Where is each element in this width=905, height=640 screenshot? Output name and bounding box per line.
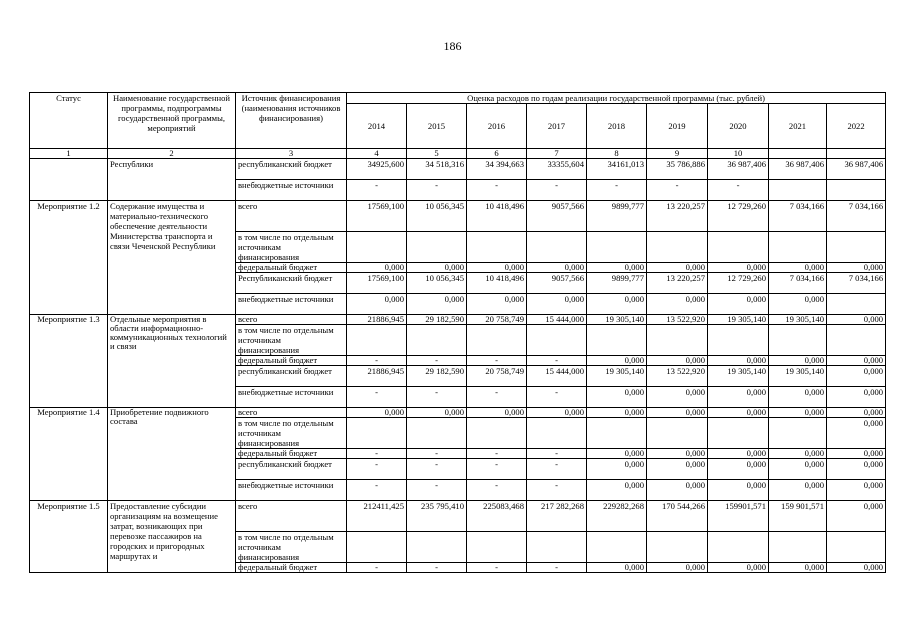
cell-value: 7 034,166 (827, 201, 886, 232)
cell-value (407, 532, 467, 563)
row-source: республиканский бюджет (236, 159, 347, 180)
header-year: 2015 (407, 104, 467, 149)
cell-value: 10 418,496 (467, 273, 527, 294)
cell-value (827, 325, 886, 356)
row-name: Отдельные мероприятия в области информационно-коммуникационных технологий и связи (108, 315, 236, 408)
header-year: 2019 (647, 104, 708, 149)
cell-value: 34925,600 (347, 159, 407, 180)
cell-value: - (527, 459, 587, 480)
cell-value (407, 418, 467, 449)
cell-value: - (347, 563, 407, 573)
cell-value (467, 532, 527, 563)
table-row (30, 408, 886, 418)
cell-value: 0,000 (708, 480, 769, 501)
header-name: Наименование государственной программы, подпрограммы государственной программы, мероприятий (108, 93, 236, 149)
cell-value: - (407, 480, 467, 501)
column-number-blank (827, 149, 886, 159)
cell-value: 0,000 (647, 449, 708, 459)
cell-value: 19 305,140 (769, 366, 827, 387)
cell-value (647, 232, 708, 263)
row-source: федеральный бюджет (236, 356, 347, 366)
cell-value: 0,000 (708, 356, 769, 366)
cell-value: 0,000 (769, 408, 827, 418)
cell-value: 0,000 (587, 356, 647, 366)
cell-value: 0,000 (827, 563, 886, 573)
cell-value: 9899,777 (587, 201, 647, 232)
cell-value: 0,000 (708, 449, 769, 459)
cell-value (708, 325, 769, 356)
row-status: Мероприятие 1.4 (30, 408, 108, 501)
cell-value: 0,000 (347, 294, 407, 315)
cell-value: - (527, 387, 587, 408)
column-number: 8 (587, 149, 647, 159)
cell-value: - (587, 180, 647, 201)
cell-value: - (527, 356, 587, 366)
cell-value: 0,000 (407, 408, 467, 418)
header-estimate: Оценка расходов по годам реализации государственной программы (тыс. рублей) (347, 93, 886, 104)
cell-value (467, 418, 527, 449)
row-name: Приобретение подвижного состава (108, 408, 236, 501)
cell-value (827, 232, 886, 263)
cell-value: 0,000 (467, 408, 527, 418)
cell-value: 29 182,590 (407, 366, 467, 387)
cell-value: 0,000 (827, 366, 886, 387)
column-number: 1 (30, 149, 108, 159)
cell-value: 10 056,345 (407, 273, 467, 294)
cell-value (467, 232, 527, 263)
cell-value: 0,000 (827, 449, 886, 459)
cell-value: 0,000 (527, 263, 587, 273)
row-source: федеральный бюджет (236, 449, 347, 459)
cell-value: 34 394,663 (467, 159, 527, 180)
cell-value: 0,000 (587, 459, 647, 480)
cell-value: 12 729,260 (708, 273, 769, 294)
cell-value: 13 220,257 (647, 273, 708, 294)
cell-value: - (467, 480, 527, 501)
cell-value (769, 532, 827, 563)
cell-value: - (407, 459, 467, 480)
cell-value: - (527, 480, 587, 501)
cell-value: 13 522,920 (647, 315, 708, 325)
cell-value: 19 305,140 (769, 315, 827, 325)
cell-value (347, 232, 407, 263)
column-number: 5 (407, 149, 467, 159)
cell-value: 0,000 (647, 563, 708, 573)
cell-value: 17569,100 (347, 201, 407, 232)
cell-value: - (347, 180, 407, 201)
cell-value: 0,000 (827, 315, 886, 325)
row-source: республиканский бюджет (236, 459, 347, 480)
cell-value: - (347, 459, 407, 480)
cell-value (708, 532, 769, 563)
cell-value: 9899,777 (587, 273, 647, 294)
table-row (30, 501, 886, 532)
cell-value: 0,000 (769, 263, 827, 273)
cell-value: 10 418,496 (467, 201, 527, 232)
row-source: Республиканский бюджет (236, 273, 347, 294)
cell-value: - (708, 180, 769, 201)
cell-value: 10 056,345 (407, 201, 467, 232)
cell-value (647, 325, 708, 356)
cell-value: 235 795,410 (407, 501, 467, 532)
header-year: 2021 (769, 104, 827, 149)
row-source: федеральный бюджет (236, 263, 347, 273)
cell-value: 21886,945 (347, 315, 407, 325)
cell-value: 0,000 (647, 356, 708, 366)
cell-value: 21886,945 (347, 366, 407, 387)
cell-value (647, 418, 708, 449)
row-source: республиканский бюджет (236, 366, 347, 387)
cell-value (708, 418, 769, 449)
cell-value: 34161,013 (587, 159, 647, 180)
cell-value: 15 444,000 (527, 366, 587, 387)
cell-value: 36 987,406 (769, 159, 827, 180)
cell-value: 0,000 (769, 563, 827, 573)
cell-value: 0,000 (587, 449, 647, 459)
cell-value: 34 518,316 (407, 159, 467, 180)
cell-value: 0,000 (769, 356, 827, 366)
cell-value: 0,000 (587, 387, 647, 408)
cell-value: 0,000 (708, 387, 769, 408)
cell-value: 0,000 (347, 408, 407, 418)
cell-value (347, 532, 407, 563)
cell-value: 0,000 (587, 408, 647, 418)
cell-value: 0,000 (587, 294, 647, 315)
cell-value: 29 182,590 (407, 315, 467, 325)
cell-value: - (407, 356, 467, 366)
cell-value: 0,000 (407, 263, 467, 273)
cell-value: 0,000 (527, 294, 587, 315)
cell-value (827, 532, 886, 563)
cell-value (769, 180, 827, 201)
cell-value: 19 305,140 (587, 366, 647, 387)
table-row (30, 159, 886, 180)
cell-value: 0,000 (647, 263, 708, 273)
row-source: в том числе по отдельным источникам финансирования (236, 532, 347, 563)
cell-value (527, 232, 587, 263)
cell-value: 0,000 (827, 459, 886, 480)
cell-value (587, 532, 647, 563)
cell-value: - (347, 449, 407, 459)
row-source: федеральный бюджет (236, 563, 347, 573)
column-number: 2 (108, 149, 236, 159)
cell-value: 0,000 (769, 459, 827, 480)
row-source: внебюджетные источники (236, 387, 347, 408)
cell-value (587, 325, 647, 356)
cell-value: 170 544,266 (647, 501, 708, 532)
cell-value: 13 522,920 (647, 366, 708, 387)
cell-value: 0,000 (769, 449, 827, 459)
row-source: в том числе по отдельным источникам финансирования (236, 325, 347, 356)
cell-value: - (467, 387, 527, 408)
table-body (30, 159, 886, 573)
row-source: всего (236, 315, 347, 325)
cell-value: 0,000 (827, 263, 886, 273)
cell-value: 12 729,260 (708, 201, 769, 232)
row-name: Республики (108, 159, 236, 201)
cell-value: - (467, 356, 527, 366)
cell-value: 0,000 (587, 563, 647, 573)
cell-value: 0,000 (708, 294, 769, 315)
cell-value: 0,000 (827, 408, 886, 418)
column-number: 10 (708, 149, 769, 159)
cell-value: 9057,566 (527, 273, 587, 294)
cell-value: - (467, 180, 527, 201)
cell-value: 33355,604 (527, 159, 587, 180)
cell-value: 0,000 (587, 263, 647, 273)
cell-value: 0,000 (647, 387, 708, 408)
cell-value: - (527, 563, 587, 573)
cell-value: 7 034,166 (827, 273, 886, 294)
header-year: 2014 (347, 104, 407, 149)
row-name: Содержание имущества и материально-технического обеспечение деятельности Министерства транспорта и связи Чеченской Республики (108, 201, 236, 315)
page-number: 186 (443, 39, 462, 53)
cell-value: 36 987,406 (708, 159, 769, 180)
cell-value (587, 232, 647, 263)
cell-value: 20 758,749 (467, 366, 527, 387)
cell-value: 0,000 (467, 263, 527, 273)
cell-value (467, 325, 527, 356)
cell-value: - (407, 449, 467, 459)
cell-value: - (527, 180, 587, 201)
cell-value: 7 034,166 (769, 201, 827, 232)
cell-value: 0,000 (827, 387, 886, 408)
cell-value: 0,000 (647, 459, 708, 480)
column-number: 3 (236, 149, 347, 159)
cell-value: 0,000 (467, 294, 527, 315)
cell-value: 0,000 (827, 418, 886, 449)
cell-value: 159 901,571 (769, 501, 827, 532)
table-row (30, 201, 886, 232)
header-year: 2022 (827, 104, 886, 149)
cell-value (527, 325, 587, 356)
budget-table (29, 92, 886, 573)
cell-value: 0,000 (708, 563, 769, 573)
cell-value: 0,000 (827, 356, 886, 366)
cell-value: 35 786,886 (647, 159, 708, 180)
header-year: 2018 (587, 104, 647, 149)
cell-value: 0,000 (647, 480, 708, 501)
column-number: 6 (467, 149, 527, 159)
cell-value: 0,000 (587, 480, 647, 501)
header-year: 2016 (467, 104, 527, 149)
cell-value: - (467, 563, 527, 573)
cell-value: 212411,425 (347, 501, 407, 532)
cell-value: 229282,268 (587, 501, 647, 532)
row-status: Мероприятие 1.2 (30, 201, 108, 315)
cell-value: 9057,566 (527, 201, 587, 232)
cell-value: 0,000 (647, 408, 708, 418)
cell-value: 217 282,268 (527, 501, 587, 532)
cell-value: 7 034,166 (769, 273, 827, 294)
column-number: 4 (347, 149, 407, 159)
cell-value: - (527, 449, 587, 459)
cell-value: 159901,571 (708, 501, 769, 532)
row-status: Мероприятие 1.3 (30, 315, 108, 408)
cell-value (769, 232, 827, 263)
row-status: Мероприятие 1.5 (30, 501, 108, 573)
cell-value: - (407, 387, 467, 408)
cell-value (407, 232, 467, 263)
column-number: 7 (527, 149, 587, 159)
cell-value: 0,000 (708, 459, 769, 480)
cell-value: 0,000 (708, 408, 769, 418)
cell-value: - (347, 356, 407, 366)
cell-value: 36 987,406 (827, 159, 886, 180)
cell-value: 19 305,140 (587, 315, 647, 325)
cell-value: - (407, 180, 467, 201)
cell-value: 17569,100 (347, 273, 407, 294)
cell-value: - (647, 180, 708, 201)
cell-value: 0,000 (527, 408, 587, 418)
cell-value (527, 418, 587, 449)
cell-value: 0,000 (769, 387, 827, 408)
column-number (769, 149, 827, 159)
cell-value: 0,000 (708, 263, 769, 273)
header-source: Источник финансирования (наименования источников финансирования) (236, 93, 347, 149)
cell-value (769, 325, 827, 356)
cell-value: 19 305,140 (708, 315, 769, 325)
cell-value: 0,000 (347, 263, 407, 273)
cell-value (708, 232, 769, 263)
cell-value (827, 180, 886, 201)
column-number: 9 (647, 149, 708, 159)
row-source: всего (236, 201, 347, 232)
row-source: внебюджетные источники (236, 480, 347, 501)
cell-value: 15 444,000 (527, 315, 587, 325)
header-row-top (30, 93, 886, 104)
header-status: Статус (30, 93, 108, 149)
cell-value: 0,000 (647, 294, 708, 315)
cell-value: 0,000 (827, 501, 886, 532)
cell-value: - (347, 480, 407, 501)
cell-value: 13 220,257 (647, 201, 708, 232)
cell-value: 225083,468 (467, 501, 527, 532)
row-status (30, 159, 108, 201)
cell-value: - (467, 459, 527, 480)
cell-value: 20 758,749 (467, 315, 527, 325)
cell-value (827, 294, 886, 315)
row-source: всего (236, 408, 347, 418)
header-year: 2020 (708, 104, 769, 149)
cell-value: - (407, 563, 467, 573)
cell-value: 0,000 (769, 480, 827, 501)
cell-value: 0,000 (827, 480, 886, 501)
row-source: внебюджетные источники (236, 294, 347, 315)
row-source: в том числе по отдельным источникам финансирования (236, 232, 347, 263)
cell-value (647, 532, 708, 563)
header-year: 2017 (527, 104, 587, 149)
cell-value (347, 325, 407, 356)
row-source: в том числе по отдельным источникам финансирования (236, 418, 347, 449)
cell-value: - (467, 449, 527, 459)
cell-value (769, 418, 827, 449)
cell-value: 0,000 (769, 294, 827, 315)
row-name: Предоставление субсидии организациям на возмещение затрат, возникающих при перевозке пассажиров на городских и пригородных маршрутах и (108, 501, 236, 573)
table-row (30, 315, 886, 325)
cell-value (587, 418, 647, 449)
column-number-row (30, 149, 886, 159)
cell-value (527, 532, 587, 563)
cell-value (347, 418, 407, 449)
cell-value: 19 305,140 (708, 366, 769, 387)
row-source: всего (236, 501, 347, 532)
row-source: внебюджетные источники (236, 180, 347, 201)
cell-value: 0,000 (407, 294, 467, 315)
cell-value (407, 325, 467, 356)
cell-value: - (347, 387, 407, 408)
